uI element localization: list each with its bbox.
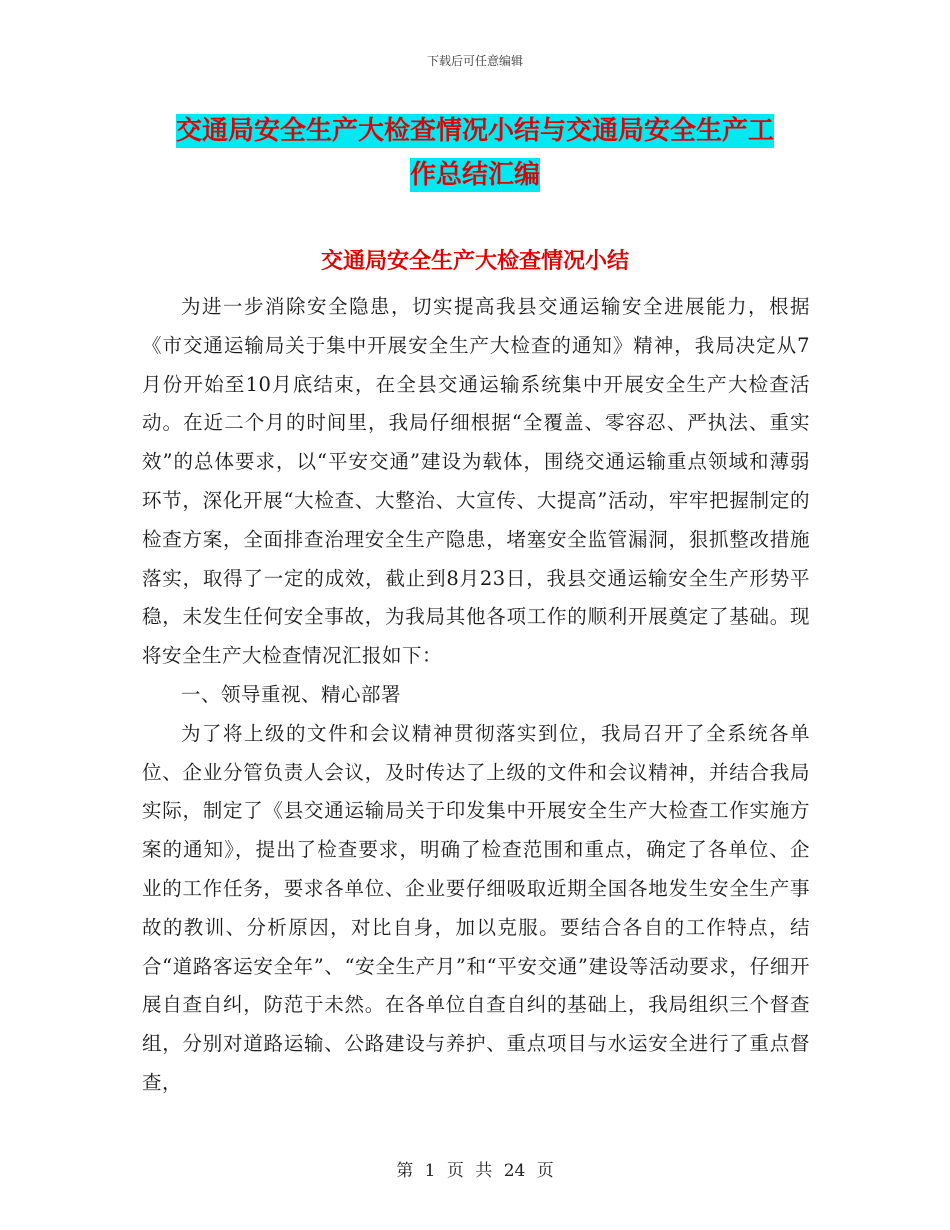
document-title-line-1: [0, 108, 950, 154]
paragraph: 为了将上级的文件和会议精神贯彻落实到位，我局召开了全系统各单位、企业分管负责人会议，及时传达了上级的文件和会议精神，并结合我局实际，制定了《县交通运输局关于印发集中开展安全生产大检查工作实施方案的通知》，提出了检查要求，明确了检查范围和重点，确定了各单位、企业的工作任务，要求各单位、企业要仔细吸取近期全国各地发生安全生产事故的教训、分析原因，对比自身，加以克服。要结合各自的工作特点，结合“道路客运安全年”、“安全生产月”和“平安交通”建设等活动要求，仔细开展自查自纠，防范于未然。在各单位自查自纠的基础上，我局组织三个督查组，分别对道路运输、公路建设与养护、重点项目与水运安全进行了重点督查，: [142, 721, 810, 1094]
document-body: [142, 288, 810, 1103]
document-title-text-2: 作总结汇编: [409, 160, 540, 190]
paragraph-heading: 一、领导重视、精心部署: [181, 682, 402, 706]
document-title-text-1: 交通局安全生产大检查情况小结与交通局安全生产工: [175, 116, 774, 146]
page-header: 下载后可任意编辑: [426, 54, 523, 68]
document-title-line-2: [0, 152, 950, 198]
page-footer: 第 1 页 共 24 页: [396, 1161, 554, 1181]
section-title: 交通局安全生产大检查情况小结: [320, 249, 629, 274]
paragraph: 为进一步消除安全隐患，切实提高我县交通运输安全进展能力，根据《市交通运输局关于集中开展安全生产大检查的通知》精神，我局决定从7月份开始至10月底结束，在全县交通运输系统集中开展安全生产大检查活动。在近二个月的时间里，我局仔细根据“全覆盖、零容忍、严执法、重实效”的总体要求，以“平安交通”建设为载体，围绕交通运输重点领域和薄弱环节，深化开展“大检查、大整治、大宣传、大提高”活动，牢牢把握制定的检查方案，全面排查治理安全生产隐患，堵塞安全监管漏洞，狠抓整改措施落实，取得了一定的成效，截止到8月23日，我县交通运输安全生产形势平稳，未发生任何安全事故，为我局其他各项工作的顺利开展奠定了基础。现将安全生产大检查情况汇报如下：: [142, 295, 810, 668]
